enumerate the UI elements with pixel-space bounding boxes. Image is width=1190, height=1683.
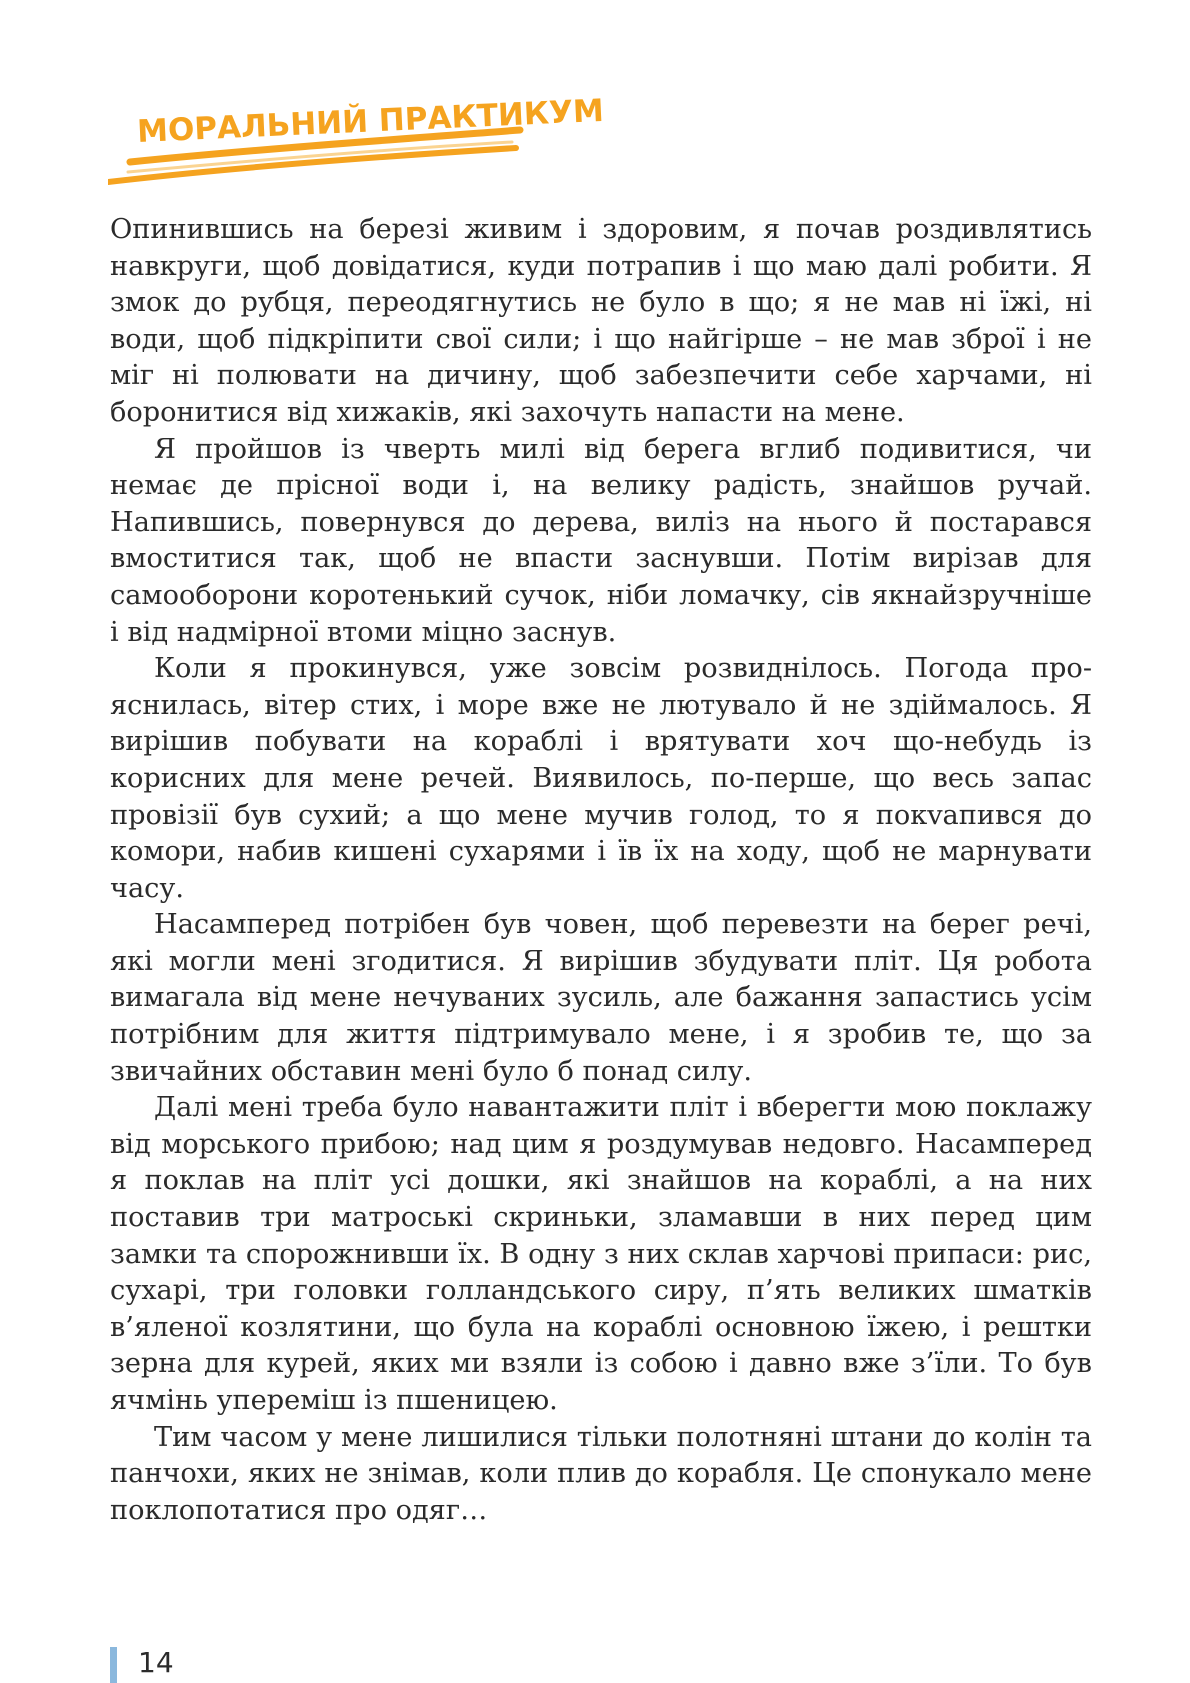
paragraph: Коли я прокинувся, уже зовсім розвиднілось. Погода прояснилась, вітер стих, і море вже не лютувало й не здіймалось. Я вирішив побувати на кораблі і врятувати хоч що-небудь із корисних для мене речей. Виявилось, по-перше, що весь запас провізії був сухий; а що мене мучив голод, то я покvaпився до комори, набив кишені сухарями і їв їх на ходу, щоб не марнувати часу. <box>110 653 1092 904</box>
page-marker-bar <box>110 1647 117 1683</box>
story-text <box>110 212 1092 1529</box>
page-number: 14 <box>138 1646 174 1679</box>
paragraph: Далі мені треба було навантажити пліт і вберегти мою поклажу від морського прибою; над цим я роздумував недовго. Насамперед я поклав на пліт усі дошки, які знайшов на кораблі, а на них поставив три матроські скриньки, зламавши в них перед цим замки та спорожнивши їх. В одну з них склав харчові припаси: рис, сухарі, три головки голландського сиру, п’ять великих шматків в’яленої козлятини, що була на кораблі основною їжею, і рештки зерна для курей, яких ми взяли із собою і давно вже з’їли. То був ячмінь упереміш із пшеницею. <box>110 1092 1092 1416</box>
section-title: МОРАЛЬНИЙ ПРАКТИКУМ <box>136 92 605 150</box>
paragraph: Опинившись на березі живим і здоровим, я почав роздивлятись навкруги, щоб довідатися, куди потрапив і що маю далі робити. Я змок до рубця, переодягнутись не було в що; я не мав ні їжі, ні води, щоб підкріпити свої сили; і що найгірше – не мав зброї і не міг ні полювати на дичину, щоб забезпечити себе харчами, ні боронитися від хижаків, які захочуть напасти на мене. <box>110 214 1092 428</box>
paragraph: Я пройшов із чверть милі від берега вглиб подивитися, чи немає де прісної води і, на велику радість, знайшов ручай. Напившись, повернувся до дерева, виліз на нього й постарався вмоститися так, щоб не впасти заснувши. Потім вирізав для самооборони коротенький сучок, ніби ломачку, сів якнайзручніше і від надмірної втоми міцно заснув. <box>110 433 1092 648</box>
paragraph: Насамперед потрібен був човен, щоб перевезти на берег речі, які могли мені згодитися. Я вирішив збудувати пліт. Ця робота вимагала від мене нечуваних зусиль, але бажання запастись усім потрібним для життя підтримувало мене, і я зробив те, що за звичайних обставин мені було б понад силу. <box>110 909 1092 1087</box>
paragraph: Тим часом у мене лишилися тільки полотняні штани до колін та панчохи, яких не знімав, коли плив до корабля. Це спонукало мене поклопотатися про одяг… <box>110 1421 1092 1526</box>
section-header <box>108 84 605 194</box>
